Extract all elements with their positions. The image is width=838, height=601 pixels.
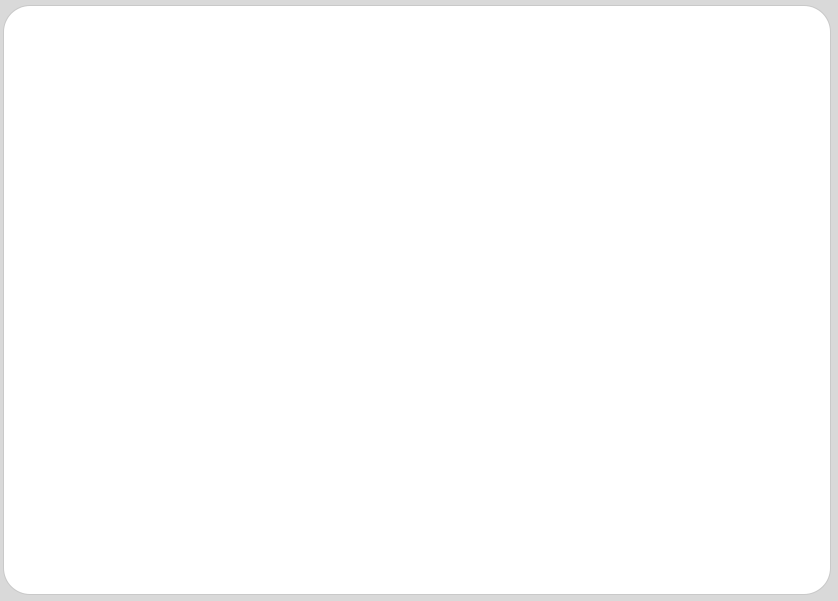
calendar-card	[4, 6, 830, 594]
